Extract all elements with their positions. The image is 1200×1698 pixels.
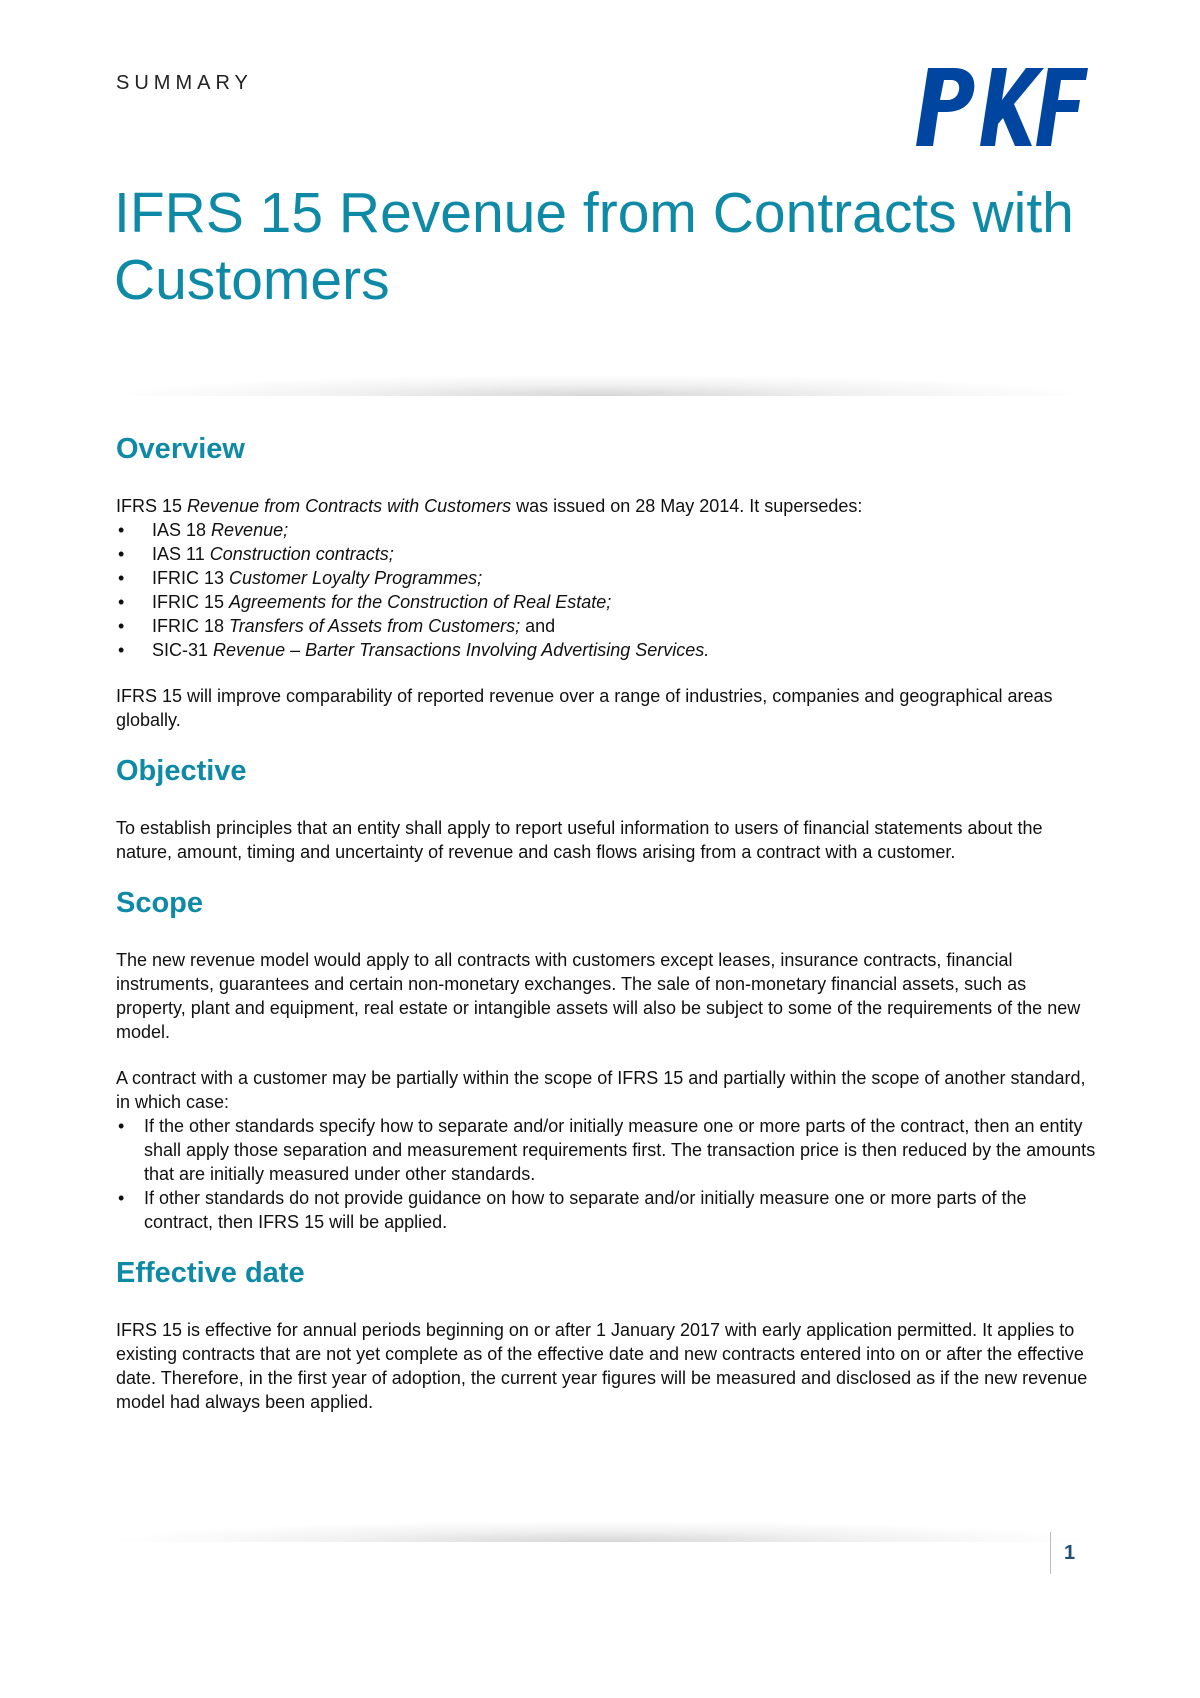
effective-date-section [116,1256,1096,1414]
page-number-divider [1050,1532,1051,1574]
standard-name: Construction contracts; [209,544,394,564]
list-item [116,638,1096,662]
list-item [116,542,1096,566]
document-body [116,432,1096,1414]
list-item [116,1114,1096,1186]
summary-label: SUMMARY [116,72,253,94]
scope-bullet-text: If other standards do not provide guidance on how to separate and/or initially measure one or more parts of the contract, then IFRS 15 will be applied. [144,1188,1027,1232]
scope-section [116,886,1096,1234]
standard-tail: and [520,616,556,636]
objective-section [116,754,1096,864]
list-item [116,1186,1096,1234]
effective-date-text: IFRS 15 is effective for annual periods beginning on or after 1 January 2017 with early application permitted. It applies to existing contracts that are not yet complete as of the effective date and new contracts entered into on or after the effective date. Therefore, in the first year of adoption, the current year figures will be measured and disclosed as if the new revenue model had always been applied. [116,1320,1088,1412]
overview-intro [116,494,1096,518]
objective-text: To establish principles that an entity shall apply to report useful information to users of financial statements about the nature, amount, timing and uncertainty of revenue and cash flows arising from a contract with a customer. [116,818,1043,862]
list-item [116,518,1096,542]
standard-code: SIC-31 [152,640,214,660]
list-item [116,566,1096,590]
standard-code: IFRIC 13 [152,568,230,588]
superseded-standards-list [116,518,1096,662]
bullet-icon: • [118,1188,125,1208]
intro-standard-name: Revenue from Contracts with Customers [187,496,512,516]
bullet-icon: • [118,592,125,612]
standard-name: Revenue – Barter Transactions Involving Advertising Services. [213,640,710,660]
bullet-icon: • [118,1116,125,1136]
overview-heading: Overview [116,433,245,465]
standard-code: IFRIC 18 [152,616,230,636]
standard-name: Customer Loyalty Programmes; [229,568,483,588]
list-item [116,590,1096,614]
overview-closing: IFRS 15 will improve comparability of reported revenue over a range of industries, companies and geographical areas globally. [116,686,1053,730]
bullet-icon: • [118,568,125,588]
footer-divider [110,1506,1090,1542]
standard-code: IFRIC 15 [152,592,230,612]
effective-date-heading: Effective date [116,1257,305,1289]
scope-bullet-list [116,1114,1096,1234]
standard-name: Revenue; [211,520,289,540]
standard-name: Agreements for the Construction of Real Estate; [229,592,612,612]
scope-paragraph-1: The new revenue model would apply to all contracts with customers except leases, insurance contracts, financial instruments, guarantees and certain non-monetary exchanges. The sale of non-monetary financial assets, such as property, plant and equipment, real estate or intangible assets will also be subject to some of the requirements of the new model. [116,950,1081,1042]
document-title: IFRS 15 Revenue from Contracts with Customers [114,181,1074,312]
scope-heading: Scope [116,887,204,919]
objective-heading: Objective [116,755,247,787]
scope-bullet-text: If the other standards specify how to separate and/or initially measure one or more parts of the contract, then an entity shall apply those separation and measurement requirements first. The transaction price is then reduced by the amounts that are initially measured under other standards. [144,1116,1096,1184]
intro-prefix: IFRS 15 [116,496,188,516]
list-item [116,614,1096,638]
intro-suffix: was issued on 28 May 2014. It supersedes: [511,496,863,516]
page-number: 1 [1064,1542,1076,1564]
overview-section [116,432,1096,732]
pkf-logo [914,64,1090,148]
bullet-icon: • [118,616,125,636]
bullet-icon: • [118,520,125,540]
standard-name: Transfers of Assets from Customers; [229,616,521,636]
scope-paragraph-2: A contract with a customer may be partially within the scope of IFRS 15 and partially within the scope of another standard, in which case: [116,1068,1086,1112]
bullet-icon: • [118,544,125,564]
standard-code: IAS 18 [152,520,212,540]
bullet-icon: • [118,640,125,660]
standard-code: IAS 11 [152,544,210,564]
header-divider [110,360,1090,396]
